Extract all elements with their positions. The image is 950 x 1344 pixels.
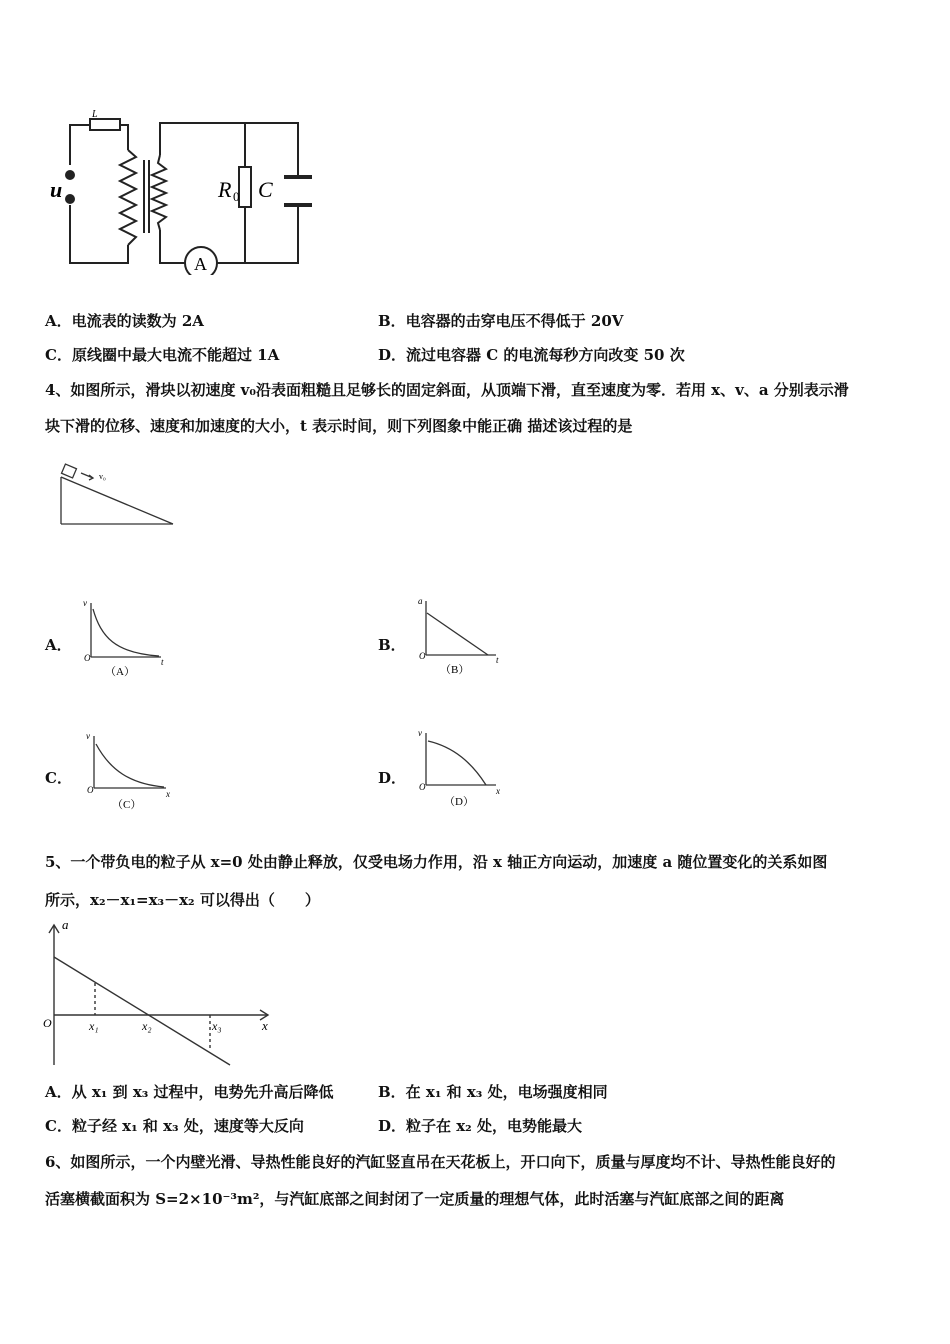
r0-label: R — [218, 177, 232, 202]
graph-a-caption: （A） — [105, 666, 135, 678]
graph-d-caption: （D） — [444, 796, 474, 808]
ammeter-label: A — [194, 254, 207, 274]
svg-text:O: O — [87, 785, 94, 795]
q5-a-x-graph — [40, 915, 285, 1070]
q3-option-c: C．原线圈中最大电流不能超过 1A — [45, 346, 280, 364]
u-label: u — [50, 177, 63, 202]
transformer-circuit-figure — [40, 105, 330, 275]
svg-text:v: v — [86, 731, 90, 741]
q4-stem-line1: 4、如图所示，滑块以初速度 v₀沿表面粗糙且足够长的固定斜面，从顶端下滑，直至速度为零．若用 x、v、a 分别表示滑 — [45, 381, 849, 399]
svg-text:v: v — [418, 728, 422, 738]
graph-d — [410, 725, 510, 815]
q3-option-d: D．流过电容器 C 的电流每秒方向改变 50 次 — [378, 346, 685, 364]
svg-text:x: x — [262, 1018, 268, 1033]
graph-b-line — [427, 613, 488, 655]
q3-option-a: A．电流表的读数为 2A — [45, 312, 204, 330]
q5-option-c: C．粒子经 x₁ 和 x₃ 处，速度等大反向 — [45, 1117, 304, 1135]
incline-figure — [55, 462, 185, 532]
graph-d-curve — [428, 741, 486, 785]
q5-option-d: D．粒子在 x₂ 处，电势能最大 — [378, 1117, 582, 1135]
q4-option-d-label: D． — [378, 769, 407, 787]
svg-text:a: a — [418, 596, 423, 606]
svg-text:a: a — [62, 917, 69, 932]
svg-text:O: O — [43, 1016, 52, 1030]
q5-x2-label: x₂ — [142, 1019, 152, 1033]
q4-stem-line2: 块下滑的位移、速度和加速度的大小，t 表示时间，则下列图象中能正确 描述该过程的是 — [45, 417, 633, 435]
svg-text:x: x — [166, 789, 170, 799]
q5-x3-label: x₃ — [212, 1019, 222, 1033]
q5-stem-line2: 所示，x₂－x₁=x₃－x₂ 可以得出（ ） — [45, 891, 320, 909]
svg-text:v: v — [83, 598, 87, 608]
graph-b — [410, 593, 510, 683]
q6-stem-line1: 6、如图所示，一个内壁光滑、导热性能良好的汽缸竖直吊在天花板上，开口向下，质量与厚度均不计、导热性能良好的 — [45, 1153, 836, 1171]
q4-option-b-label: B． — [378, 636, 406, 654]
svg-text:O: O — [84, 653, 91, 663]
fuse-label: L — [92, 109, 98, 120]
q4-option-a-label: A． — [45, 636, 72, 654]
svg-text:t: t — [496, 655, 499, 665]
graph-c — [78, 728, 178, 818]
q5-option-a: A．从 x₁ 到 x₃ 过程中，电势先升高后降低 — [45, 1083, 334, 1101]
v0-label: v₀ — [99, 472, 106, 481]
c-label: C — [258, 177, 273, 202]
r0-subscript: 0 — [233, 189, 240, 204]
q3-option-b: B．电容器的击穿电压不得低于 20V — [378, 312, 624, 330]
svg-text:O: O — [419, 651, 426, 661]
svg-text:O: O — [419, 782, 426, 792]
q4-option-c-label: C． — [45, 769, 72, 787]
q5-line — [54, 957, 230, 1065]
q5-stem-line1: 5、一个带负电的粒子从 x=0 处由静止释放，仅受电场力作用，沿 x 轴正方向运动，加速度 a 随位置变化的关系如图 — [45, 853, 828, 871]
graph-c-caption: （C） — [112, 799, 142, 811]
q5-x1-label: x₁ — [89, 1019, 99, 1033]
svg-text:x: x — [496, 786, 500, 796]
q5-option-b: B．在 x₁ 和 x₃ 处，电场强度相同 — [378, 1083, 608, 1101]
svg-text:t: t — [161, 657, 164, 667]
graph-b-caption: （B） — [440, 664, 470, 676]
q6-stem-line2: 活塞横截面积为 S=2×10⁻³m²，与汽缸底部之间封闭了一定质量的理想气体，此时活塞与汽缸底部之间的距离 — [45, 1190, 785, 1208]
graph-a-curve — [93, 609, 159, 656]
graph-a — [75, 595, 175, 685]
graph-c-curve — [96, 744, 164, 787]
